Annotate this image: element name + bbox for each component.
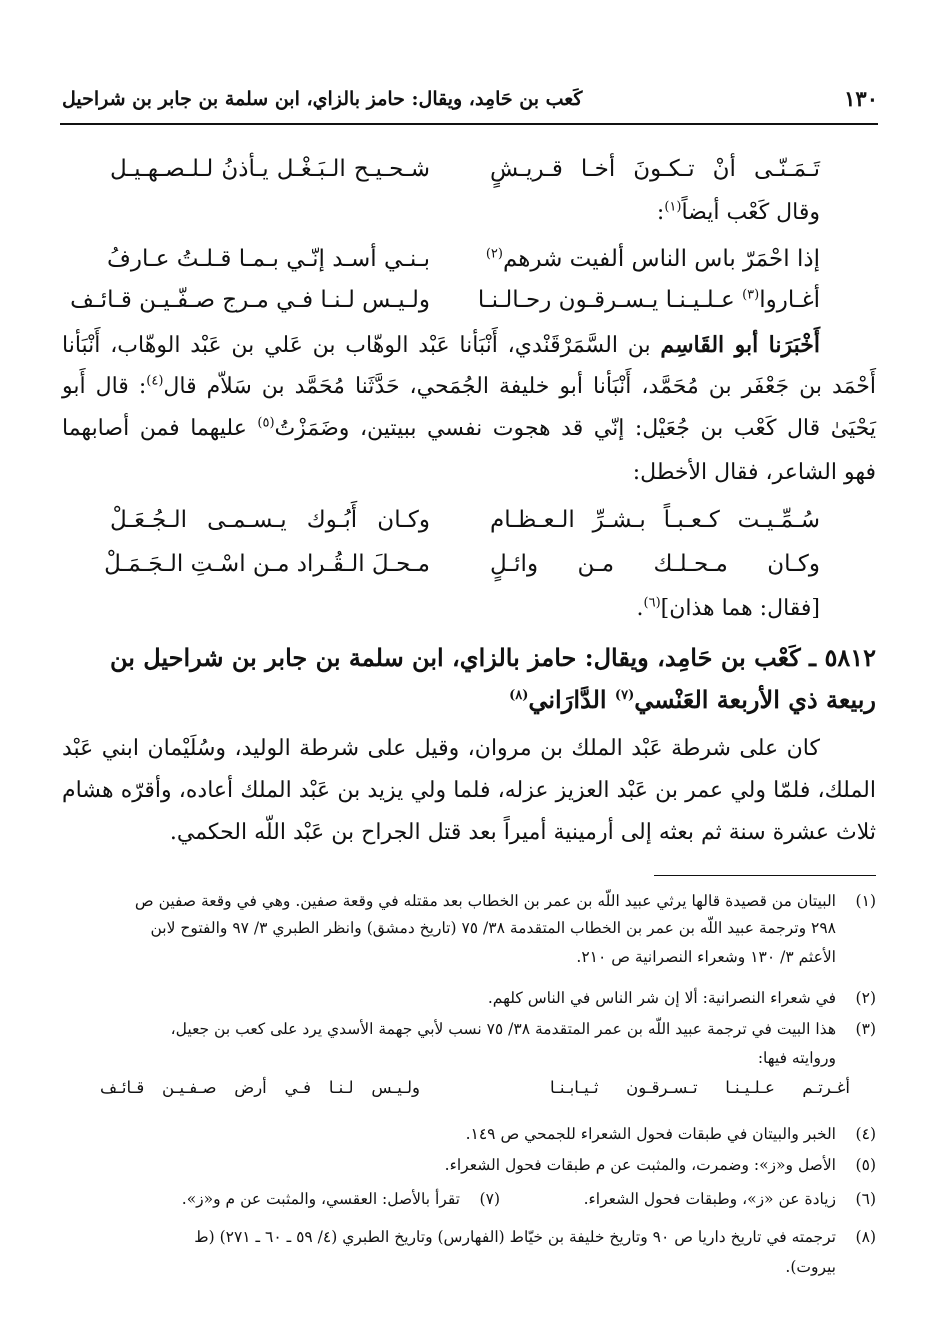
footnote-marker: (٦): [643, 595, 661, 611]
text-line: [62, 774, 876, 808]
footnote-text: الأصل و«ز»: وضمرت، والمثبت عن م طبقات فحول الشعراء.: [444, 1156, 836, 1174]
text-line: [62, 196, 820, 230]
footnote-number: (٤): [855, 1125, 876, 1143]
footnote-text: الأعثم ٣/ ١٣٠ وشعراء النصرانية ص ٢١٠.: [576, 948, 836, 966]
header-rule: [60, 123, 878, 125]
verse-line: [70, 287, 820, 327]
verse-left-hemistich: ولـيـس لـنـا فـي أرض صـفـيـن قـائـف: [100, 1078, 420, 1097]
verse-right-hemistich: وكـان مـحـلـك مـن وائـلٍ: [490, 551, 820, 577]
text: كان على شرطة عَبْد الملك بن مروان، وقيل على شرطة الوليد، وسُلَيْمان ابني عَبْد: [62, 736, 820, 761]
footnote-number: (٣): [855, 1020, 876, 1038]
footnote: [62, 985, 876, 1011]
footnote-marker: (٢): [485, 246, 503, 262]
entry-heading: [62, 643, 876, 672]
footnote: [62, 1224, 876, 1250]
text: أَحْمَد بن جَعْفَر بن مُحَمَّد، أَنْبَأنا أبو خليفة الجُمَحي، حَدَّثَنا مُحَمَّد بن سَلاّم قال: [163, 374, 877, 399]
footnote-text: في شعراء النصرانية: ألا إن شر الناس في الناس كلهم.: [487, 989, 836, 1007]
text-line: [62, 732, 820, 766]
footnote-number: (١): [855, 892, 876, 910]
entry-heading: [509, 685, 876, 714]
running-title: كَعب بن حَامِد، ويقال: حامز بالزاي، ابن سلمة بن جابر بن شراحيل: [62, 88, 583, 110]
text: يَحْيَىٰ قال كَعْب بن جُعَيْل: إنّي قد هجوت نفسي ببيتين، وضَمَزْتُ: [274, 416, 876, 441]
verse-right-hemistich: سُـمِّـيـت كـعـبـاً بـشـرِّ الـعـظـام: [490, 507, 820, 533]
verse-line: [104, 551, 820, 591]
text: إذا احْمَرّ باس الناس ألفيت شرهم: [502, 246, 820, 272]
text: ٥٨١٢ ـ كَعْب بن حَامِد، ويقال: حامز بالزاي، ابن سلمة بن جابر بن شراحيل بن: [109, 643, 876, 672]
footnote-text: تقرأ بالأصل: العقسي، والمثبت عن م و«ز».: [181, 1190, 460, 1208]
footnote-text: ترجمته في تاريخ داريا ص ٩٠ وتاريخ خليفة بن خيّاط (الفهارس) وتاريخ الطبري (٤/ ٥٩ ـ ٦٠ ـ ٢٧١) (ط: [194, 1228, 836, 1246]
text: الملك، فلمّا ولي عمر بن عَبْد العزيز عزله، فلما ولي يزيد بن عَبْد الملك أعاده، وأقرّه هشام: [62, 778, 876, 803]
text: الدَّارَاني: [528, 685, 615, 714]
verse-right-hemistich: [477, 287, 820, 313]
footnote-marker: (٧): [614, 688, 635, 703]
footnote: [62, 1121, 876, 1147]
footnote-number: (٢): [855, 989, 876, 1007]
text: بن السَّمَرْقَنْدي، أَنْبَأنا عَبْد الوهّاب بن عَلي بن عَبْد الوهّاب، أَنْبَأنا: [62, 333, 661, 358]
footnote-text: وروايته فيها:: [757, 1049, 836, 1067]
footnote-text: البيتان من قصيدة قالها يرثي عبيد اللّه بن عمر بن الخطاب بعد مقتله في وقعة صفين. وهي في وقعة صفين ص: [134, 892, 836, 910]
footnote: [62, 888, 876, 914]
footnote-verse: [100, 1078, 850, 1108]
footnote: [62, 915, 836, 941]
footnote: [62, 944, 836, 970]
footnote-number: (٨): [855, 1228, 876, 1246]
verse-left-hemistich: بـنـي أسـد إنّـي بـمـا قـلـتُ عـارفُ: [107, 246, 430, 272]
verse-line: [110, 156, 820, 196]
text: عليهما فمن أصابهما: [62, 416, 258, 441]
text: أغـاروا: [759, 287, 820, 313]
running-header: [62, 84, 878, 120]
text: : قال أَبو: [62, 374, 147, 399]
text-bold: أَخْبَرَنا أبو القَاسِم: [660, 332, 820, 358]
verse-left-hemistich: ولـيـس لـنـا فـي مـرج صـفّـيـن قـائـف: [70, 287, 430, 313]
text: ربيعة ذي الأربعة العَنْسي: [634, 685, 876, 714]
footnote-text: زيادة عن «ز»، وطبقات فحول الشعراء.: [583, 1190, 836, 1208]
footnote-marker: (٤): [146, 373, 164, 389]
page-number: ١٣٠: [844, 86, 878, 111]
text-line: [62, 328, 820, 363]
footnote: [62, 1254, 836, 1280]
text: فهو الشاعر، فقال الأخطل:: [632, 460, 876, 485]
text: وقال كَعْب أيضاً: [681, 200, 820, 225]
verse-line: [110, 507, 820, 547]
verse-left-hemistich: شـحـيـح الـبَـغْـل يـأذنُ لـلـصـهـيـل: [110, 156, 430, 182]
text: عـلـيـنـا يـسـرقـون رحـالـنـا: [477, 287, 743, 313]
footnote-marker: (٨): [509, 688, 529, 703]
text-line: [62, 816, 876, 850]
text-line: [62, 456, 876, 490]
footnote-rule: [654, 875, 876, 876]
text-line: [62, 412, 876, 446]
text-line: [62, 370, 876, 404]
verse-right-hemistich: [485, 246, 820, 272]
verse-right-hemistich: تَـمَـنّـى أنْ تـكـونَ أخـا قـريـشٍ: [490, 156, 820, 182]
footnote-marker: (٥): [257, 415, 275, 431]
footnote-text: بيروت).: [785, 1258, 836, 1276]
text: [فقال: هما هذان]: [660, 596, 820, 621]
verse-left-hemistich: مـحـلَ الـقُـراد مـن اسْـتِ الـجَـمَـلْ: [104, 551, 430, 577]
text: ثلاث عشرة سنة ثم بعثه إلى أرمينية أميراً بعد قتل الجراح بن عَبْد اللّه الحكمي.: [169, 820, 876, 845]
footnote-text: ٢٩٨ وترجمة عبيد اللّه بن عمر بن الخطاب المتقدمة ٣٨/ ٧٥ (تاريخ دمشق) وانظر الطبري ٣/ ٩٧ والفتوح لابن: [150, 919, 836, 937]
footnote: [62, 1186, 500, 1212]
footnote-marker: (٣): [742, 287, 760, 303]
text-line: [62, 592, 820, 626]
text: :: [656, 200, 665, 225]
footnote-number: (٦): [855, 1190, 876, 1208]
footnote-number: (٥): [855, 1156, 876, 1174]
footnote: [62, 1152, 876, 1178]
footnote-text: الخبر والبيتان في طبقات فحول الشعراء للجمحي ص ١٤٩.: [465, 1125, 836, 1143]
footnote: [62, 1045, 836, 1071]
verse-line: [107, 246, 820, 286]
footnote: [62, 1016, 876, 1042]
footnote-number: (٧): [479, 1190, 500, 1208]
footnote-text: هذا البيت في ترجمة عبيد اللّه بن عمر المتقدمة ٣٨/ ٧٥ نسب لأبي جهمة الأسدي يرد على كعب بن جعيل،: [170, 1020, 836, 1038]
footnote-marker: (١): [664, 199, 682, 215]
verse-left-hemistich: وكـان أَبُـوك يـسـمـى الـجُـعَـلْ: [110, 507, 430, 533]
verse-right-hemistich: أغـرتـم عـلـيـنـا تـسـرقـون ثـيـابـنـا: [550, 1078, 850, 1097]
text: .: [636, 596, 644, 621]
